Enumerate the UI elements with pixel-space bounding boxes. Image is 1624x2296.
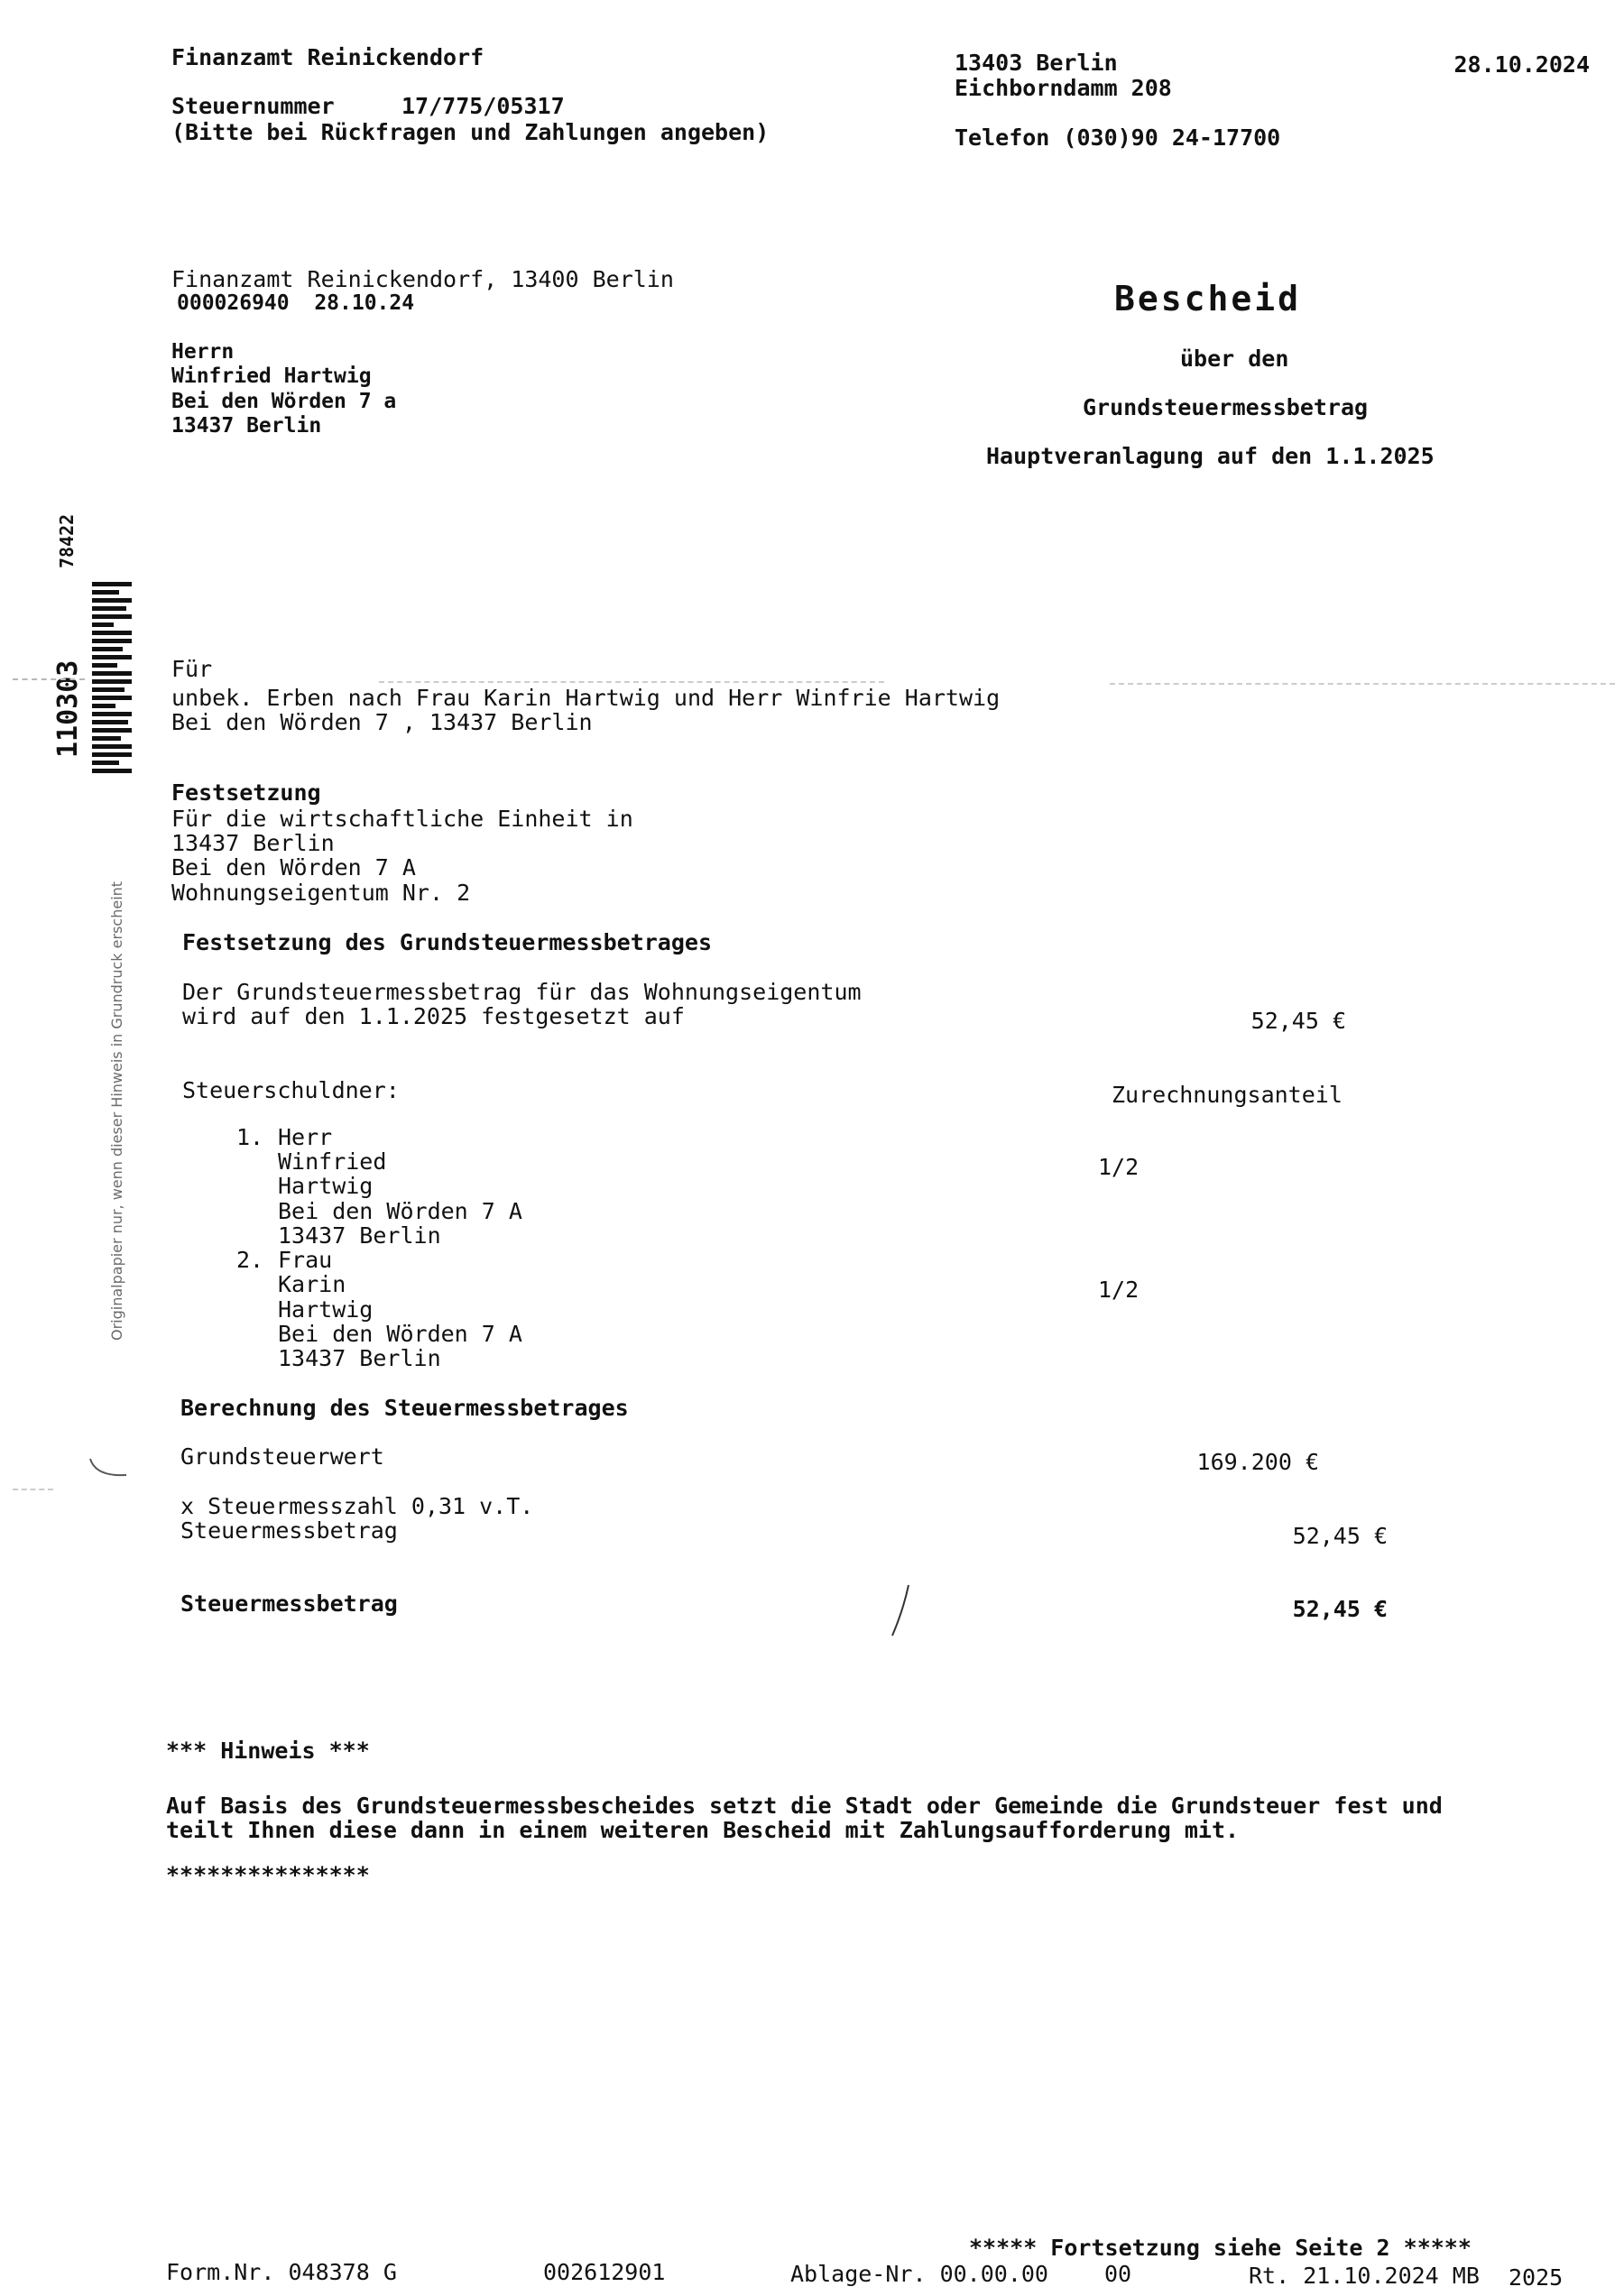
title-line-2: Grundsteuermessbetrag — [1083, 394, 1369, 420]
margin-number-large: 110303 — [52, 659, 84, 758]
recipient-name: Winfried Hartwig — [171, 364, 372, 388]
fold-mark — [379, 681, 884, 683]
note-heading: *** Hinweis *** — [166, 1738, 370, 1764]
assessment-line-2: 13437 Berlin — [171, 830, 335, 856]
assessment-text-2: wird auf den 1.1.2025 festgesetzt auf — [182, 1003, 685, 1029]
recipient-salutation: Herrn — [171, 340, 235, 364]
margin-bracket-mark — [87, 1457, 132, 1484]
debtors-label: Steuerschuldner: — [182, 1077, 400, 1103]
debtor-2-salutation: Frau — [278, 1247, 333, 1273]
debtor-2-number: 2. — [236, 1247, 264, 1273]
footer-rt-date: Rt. 21.10.2024 MB — [1249, 2263, 1480, 2289]
total-amount: 52,45 € — [1292, 1596, 1388, 1622]
debtor-1-salutation: Herr — [278, 1124, 333, 1150]
fold-mark — [1110, 683, 1615, 685]
debtor-2-city: 13437 Berlin — [278, 1345, 441, 1371]
total-label: Steuermessbetrag — [180, 1591, 398, 1617]
fold-mark — [13, 1489, 53, 1490]
filing-number: Ablage-Nr. 00.00.00 — [790, 2261, 1048, 2287]
debtor-2-share: 1/2 — [1098, 1277, 1140, 1303]
debtor-2-last-name: Hartwig — [278, 1296, 374, 1323]
share-header: Zurechnungsanteil — [1112, 1082, 1343, 1108]
assessment-amount: 52,45 € — [1250, 1008, 1346, 1034]
debtor-2-first-name: Karin — [278, 1271, 346, 1297]
margin-number-small: 78422 — [56, 513, 78, 568]
fold-mark — [13, 678, 85, 680]
footer-year: 2025 — [1509, 2264, 1564, 2291]
debtor-1-share: 1/2 — [1098, 1154, 1140, 1180]
assessment-section-title: Festsetzung des Grundsteuermessbetrages — [182, 929, 712, 955]
assessment-line-1: Für die wirtschaftliche Einheit in — [171, 806, 633, 832]
debtor-1-last-name: Hartwig — [278, 1173, 374, 1199]
assessment-heading: Festsetzung — [171, 779, 321, 806]
filing-number-suffix: 00 — [1104, 2261, 1132, 2287]
note-stars: *************** — [166, 1862, 370, 1888]
tax-number-note: (Bitte bei Rückfragen und Zahlungen angeben) — [171, 119, 770, 145]
calculation-heading: Berechnung des Steuermessbetrages — [180, 1395, 629, 1421]
subtotal-amount: 52,45 € — [1292, 1523, 1388, 1549]
sender-reference: 000026940 28.10.24 — [177, 291, 415, 315]
debtor-1-first-name: Winfried — [278, 1148, 387, 1175]
assessment-line-4: Wohnungseigentum Nr. 2 — [171, 880, 471, 906]
pen-stroke-mark — [889, 1583, 916, 1637]
tax-number-label: Steuernummer — [171, 93, 335, 119]
office-phone: Telefon (030)90 24-17700 — [955, 124, 1281, 151]
debtor-2-street: Bei den Wörden 7 A — [278, 1321, 522, 1347]
recipient-city: 13437 Berlin — [171, 414, 322, 438]
assessment-text-1: Der Grundsteuermessbetrag für das Wohnungseigentum — [182, 979, 862, 1005]
tax-value-label: Grundsteuerwert — [180, 1443, 384, 1470]
for-line-2: Bei den Wörden 7 , 13437 Berlin — [171, 709, 593, 735]
debtor-1-city: 13437 Berlin — [278, 1222, 441, 1249]
tax-office-name: Finanzamt Reinickendorf — [171, 44, 484, 70]
tax-value: 169.200 € — [1196, 1449, 1319, 1475]
office-city: 13403 Berlin — [955, 50, 1118, 76]
title-line-3: Hauptveranlagung auf den 1.1.2025 — [986, 443, 1435, 469]
debtor-1-number: 1. — [236, 1124, 264, 1150]
recipient-street: Bei den Wörden 7 a — [171, 390, 397, 413]
note-line-1: Auf Basis des Grundsteuermessbescheides setzt die Stadt oder Gemeinde die Grundsteuer fest und — [166, 1793, 1443, 1819]
assessment-line-3: Bei den Wörden 7 A — [171, 854, 416, 881]
form-number: Form.Nr. 048378 G — [166, 2259, 397, 2285]
for-line-1: unbek. Erben nach Frau Karin Hartwig und Herr Winfrie Hartwig — [171, 685, 1001, 711]
document-date: 28.10.2024 — [1453, 51, 1590, 78]
barcode — [92, 582, 132, 780]
office-street: Eichborndamm 208 — [955, 75, 1172, 101]
title-line-1: über den — [1180, 346, 1289, 372]
tax-rate-label: x Steuermesszahl 0,31 v.T. — [180, 1493, 534, 1519]
sender-line: Finanzamt Reinickendorf, 13400 Berlin — [171, 266, 674, 292]
note-line-2: teilt Ihnen diese dann in einem weiteren Bescheid mit Zahlungsaufforderung mit. — [166, 1817, 1240, 1843]
original-paper-note: Originalpapier nur, wenn dieser Hinweis in Grundruck erscheint — [108, 881, 125, 1341]
subtotal-label: Steuermessbetrag — [180, 1517, 398, 1544]
debtor-1-street: Bei den Wörden 7 A — [278, 1198, 522, 1224]
for-label: Für — [171, 656, 213, 682]
document-title: Bescheid — [1114, 279, 1302, 318]
document-code: 002612901 — [543, 2259, 666, 2285]
tax-number: 17/775/05317 — [401, 93, 565, 119]
continuation-note: ***** Fortsetzung siehe Seite 2 ***** — [969, 2235, 1472, 2261]
